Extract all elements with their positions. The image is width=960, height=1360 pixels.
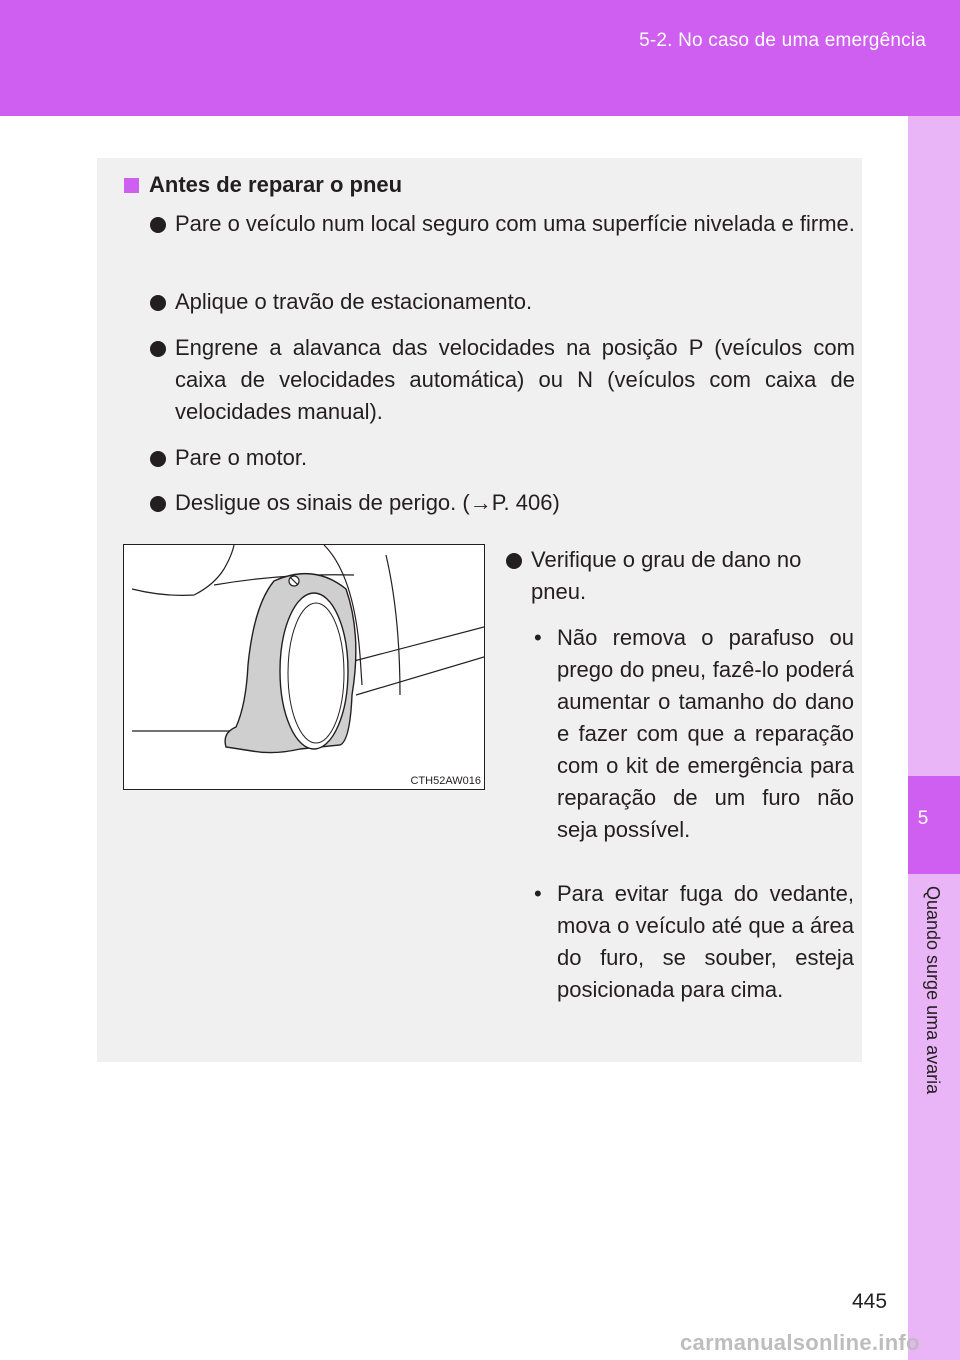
round-bullet-icon [150,496,166,512]
figure-code: CTH52AW016 [410,775,481,787]
round-bullet-icon [150,451,166,467]
item-text: Engrene a alavanca das velocidades na posição P (veículos com caixa de velocidades automática) ou N (veículos com caixa de velocidades manual). [175,335,855,424]
section-title: 5-2. No caso de uma emergência [639,30,926,51]
small-bullet-icon: • [534,881,542,906]
list-item [150,487,855,519]
chapter-label: Quando surge uma avaria [923,886,943,1095]
sub-list-item [532,878,854,1006]
sub-item-text: Para evitar fuga do vedante, mova o veículo até que a área do furo, se souber, esteja posicionada para cima. [557,881,854,1002]
watermark: carmanualsonline.info [680,1330,920,1355]
round-bullet-icon [506,553,522,569]
list-item [150,442,855,474]
box-heading [124,172,402,198]
flat-tire-drawing [124,545,484,789]
item-text: Aplique o travão de estacionamento. [175,289,533,314]
list-item [506,544,854,608]
sub-list-item [532,622,854,846]
header-bar [0,0,960,116]
tire-illustration [123,544,485,790]
square-bullet-icon [124,178,139,193]
round-bullet-icon [150,295,166,311]
item-text: Pare o motor. [175,445,308,470]
heading-text: Antes de reparar o pneu [149,172,403,197]
list-item [150,208,855,240]
page-number: 445 [852,1290,888,1313]
list-item [150,332,855,428]
item-text: Desligue os sinais de perigo. (→P. 406) [175,490,560,515]
item-text: Pare o veículo num local seguro com uma superfície nivelada e firme. [175,211,855,236]
chapter-number: 5 [917,808,929,829]
list-item [150,286,855,318]
sub-item-text: Não remova o parafuso ou prego do pneu, fazê-lo poderá aumentar o tamanho do dano e fazer com que a reparação com o kit de emergência para reparação de um furo não seja possível. [557,625,854,842]
round-bullet-icon [150,217,166,233]
side-tab [908,116,960,1360]
item-text: Verifique o grau de dano no pneu. [531,547,802,604]
small-bullet-icon: • [534,625,542,650]
round-bullet-icon [150,341,166,357]
